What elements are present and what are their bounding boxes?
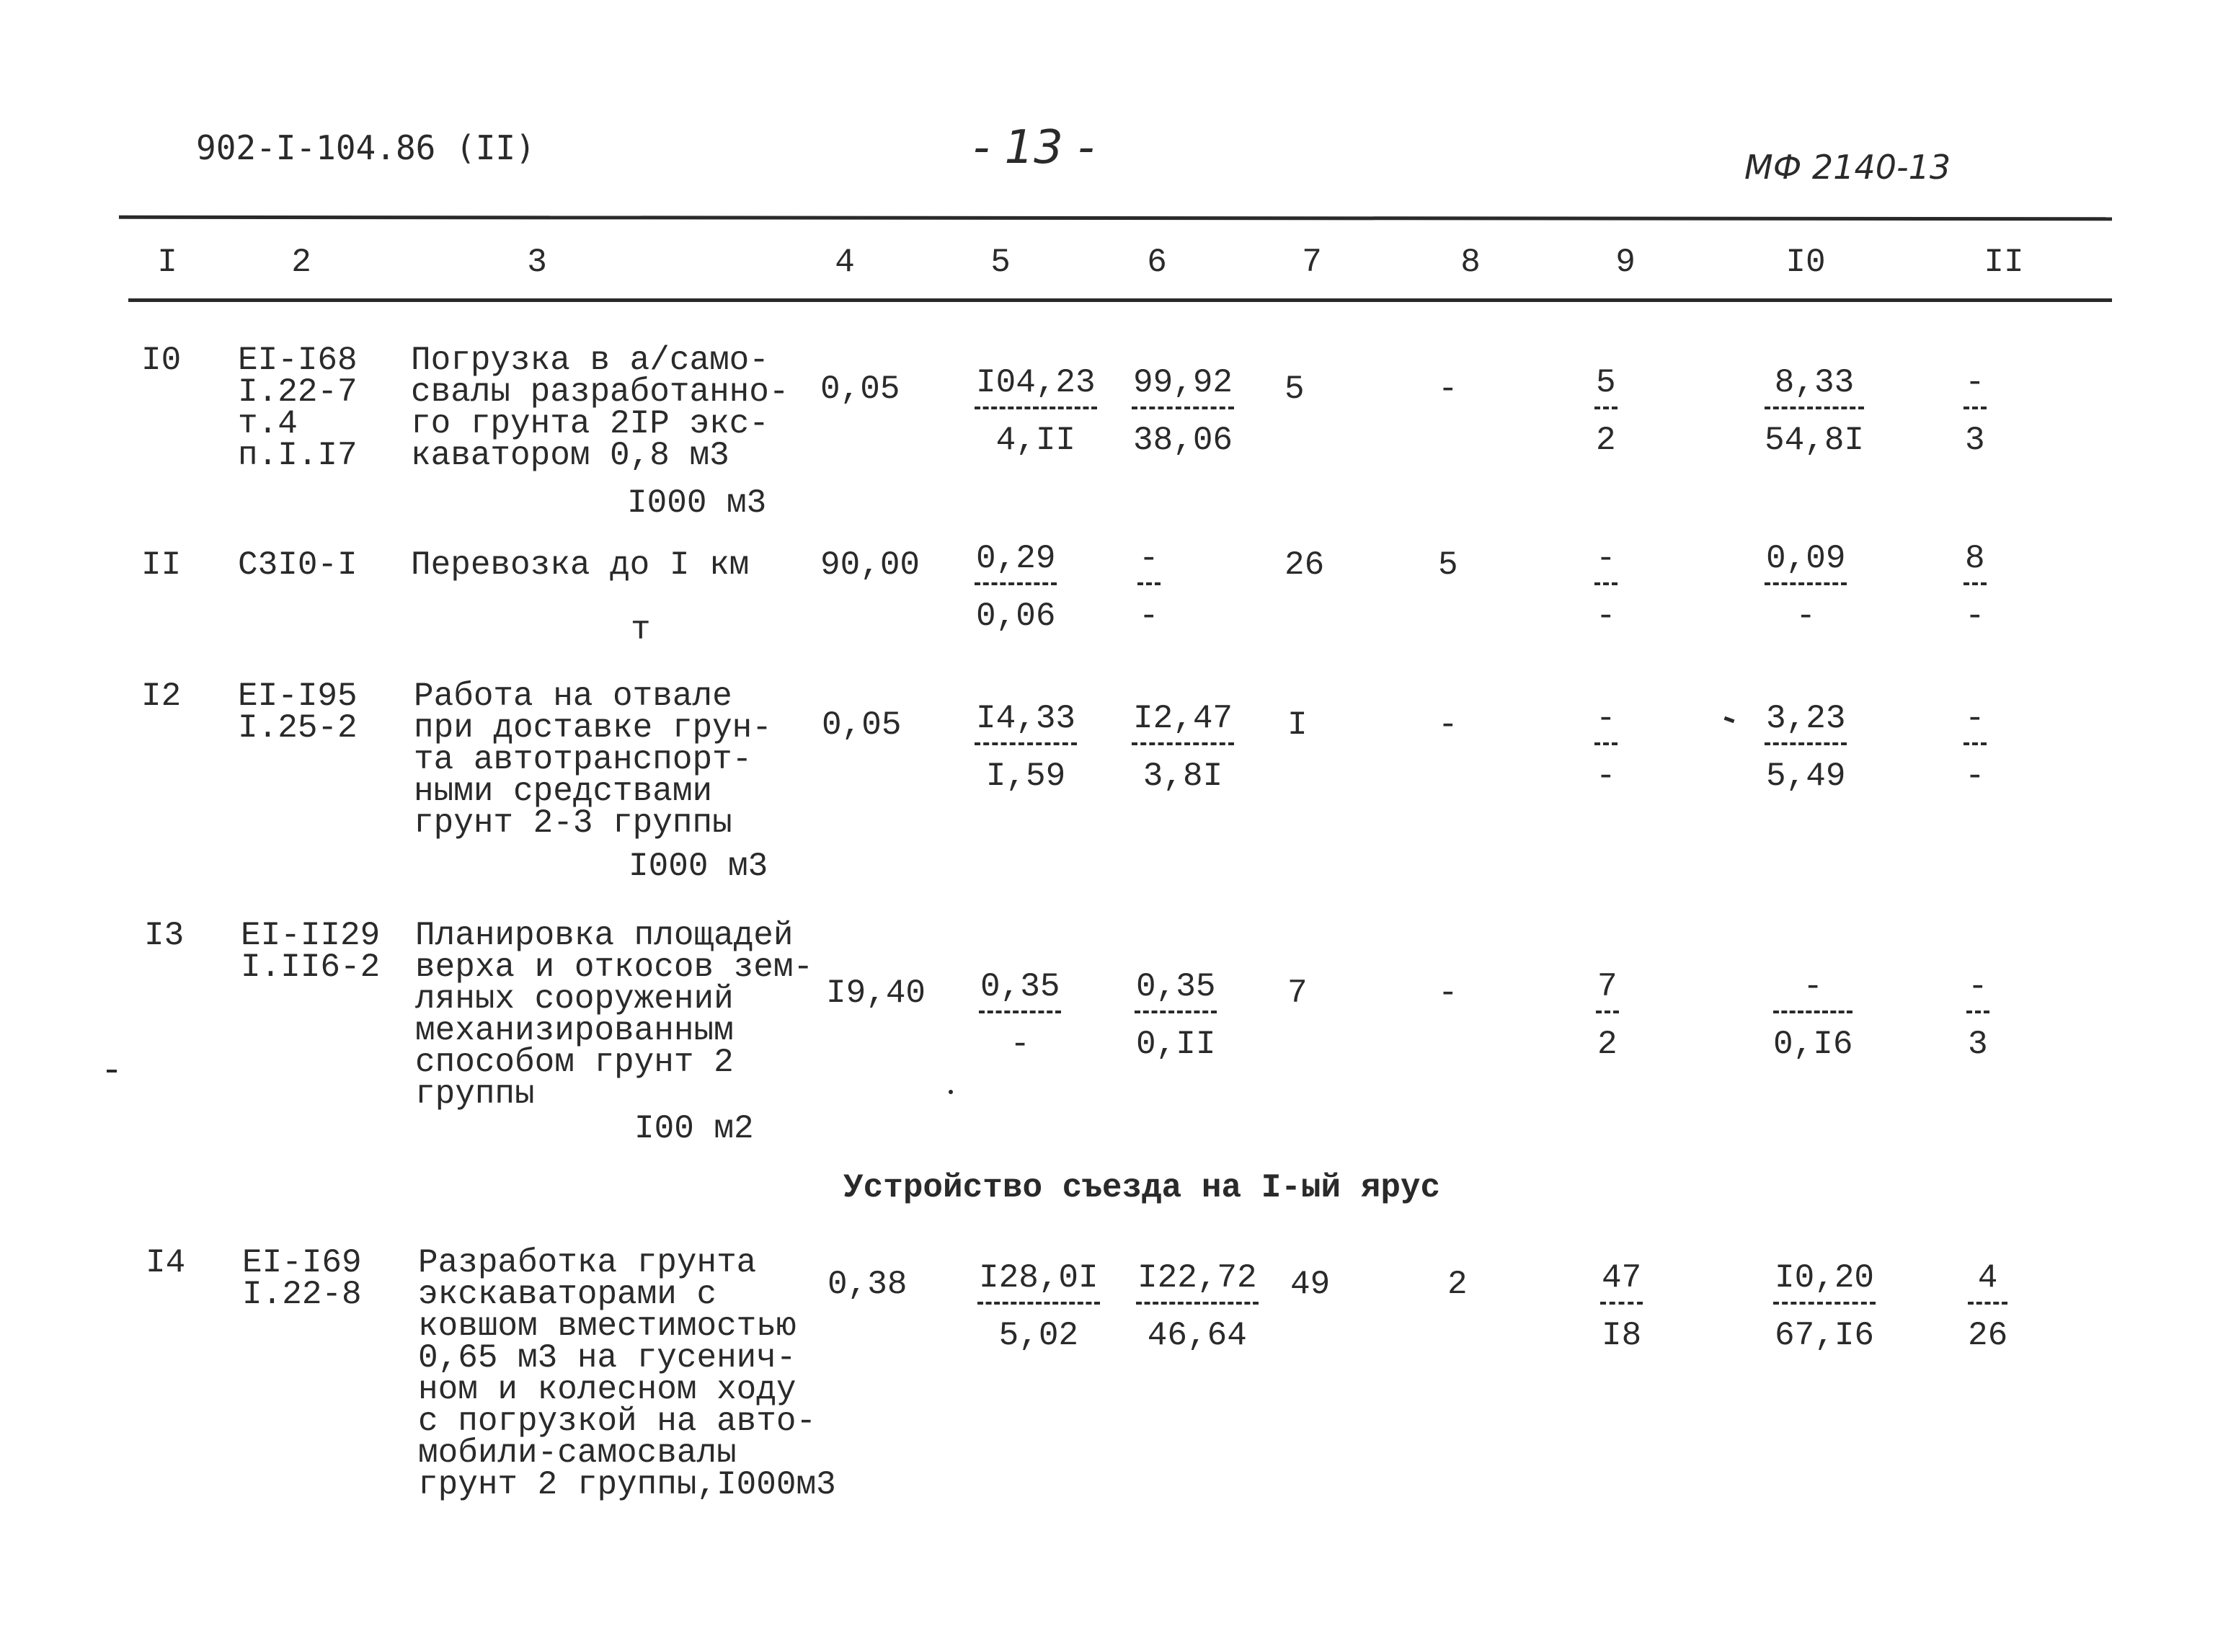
numerator: 0,09 — [1765, 541, 1847, 585]
denominator: - — [1139, 598, 1159, 635]
description-line: ковшом вместимостью — [418, 1307, 797, 1345]
table-top-rule — [119, 216, 2112, 221]
numerator: 4 — [1968, 1260, 2007, 1305]
norm-code-line: I.22-8 — [242, 1276, 362, 1313]
description-line: та автотранспорт- — [414, 741, 753, 778]
description-line: группы — [415, 1075, 535, 1113]
denominator: 0,06 — [976, 598, 1056, 635]
description-line: мобили-самосвалы — [418, 1434, 737, 1472]
unit-of-measure: I000 м3 — [627, 484, 767, 522]
col7-value: I — [1287, 706, 1308, 744]
denominator: 26 — [1968, 1317, 2008, 1354]
denominator: - — [1010, 1026, 1031, 1063]
denominator: - — [1596, 758, 1616, 795]
numerator: 7 — [1596, 969, 1619, 1013]
numerator: - — [1594, 701, 1618, 745]
description-line: ными средствами — [414, 773, 713, 810]
description-line: свалы разработанно- — [411, 373, 789, 411]
page-number: - 13 - — [973, 121, 1095, 174]
quantity: 0,38 — [827, 1266, 908, 1303]
numerator: 47 — [1600, 1260, 1643, 1305]
fraction-col10 — [1765, 701, 1847, 794]
sheet-code: МФ 2140-13 — [1744, 148, 1951, 187]
row-number: I2 — [141, 678, 182, 715]
fraction-col9 — [1594, 365, 1618, 458]
col-header-11: II — [1984, 244, 2024, 281]
denominator: - — [1965, 598, 1985, 635]
description-line: Погрузка в а/само- — [411, 342, 769, 379]
numerator: - — [1966, 969, 1989, 1013]
scan-mark — [949, 1090, 953, 1094]
fraction-col6 — [1132, 701, 1234, 794]
denominator: 0,II — [1136, 1026, 1216, 1063]
denominator: 67,I6 — [1775, 1317, 1875, 1354]
description-line: верха и откосов зем- — [415, 949, 814, 986]
unit-of-measure: т — [631, 611, 651, 649]
col-header-1: I — [157, 244, 177, 281]
numerator: I4,33 — [975, 701, 1077, 745]
denominator: - — [1965, 758, 1985, 795]
numerator: 99,92 — [1132, 365, 1234, 409]
row-number: I4 — [146, 1244, 186, 1282]
fraction-col5 — [977, 1260, 1100, 1354]
fraction-col5 — [975, 701, 1077, 794]
fraction-col5 — [975, 365, 1097, 458]
fraction-col10 — [1773, 1260, 1876, 1354]
denominator: 3 — [1965, 422, 1985, 459]
fraction-col11 — [1964, 365, 1987, 458]
fraction-col11 — [1964, 701, 1987, 794]
work-description — [411, 546, 750, 584]
col-header-8: 8 — [1460, 244, 1481, 281]
description-line: способом грунт 2 — [415, 1044, 734, 1081]
description-line: Перевозка до I км — [411, 546, 750, 584]
quantity: 90,00 — [820, 546, 920, 584]
denominator: 4,II — [995, 422, 1076, 459]
col8-value: 2 — [1447, 1266, 1468, 1303]
col-header-9: 9 — [1615, 244, 1636, 281]
row-number: I0 — [141, 342, 182, 379]
norm-code-line: EI-II29 — [241, 917, 381, 954]
numerator: 0,35 — [979, 969, 1061, 1013]
row-number: II — [141, 546, 182, 584]
norm-code — [242, 1244, 362, 1313]
description-line: грунт 2 группы,I000м3 — [418, 1466, 836, 1504]
numerator: 0,35 — [1135, 969, 1217, 1013]
fraction-col10 — [1773, 969, 1852, 1062]
numerator: I22,72 — [1136, 1260, 1259, 1305]
unit-of-measure: I00 м2 — [634, 1110, 754, 1147]
norm-code — [238, 342, 358, 474]
col-header-5: 5 — [990, 244, 1011, 281]
denominator: 5,49 — [1766, 758, 1846, 795]
col-header-7: 7 — [1302, 244, 1322, 281]
quantity: 0,05 — [822, 706, 902, 744]
document-code: 902-I-104.86 (II) — [196, 128, 536, 167]
fraction-col10 — [1765, 365, 1864, 458]
col8-value: - — [1438, 370, 1458, 408]
denominator: 54,8I — [1765, 422, 1865, 459]
fraction-col9 — [1594, 541, 1618, 634]
unit-of-measure: I000 м3 — [629, 848, 768, 885]
denominator: 2 — [1596, 422, 1616, 459]
numerator: I2,47 — [1132, 701, 1234, 745]
denominator: 0,I6 — [1773, 1026, 1853, 1063]
section-title: Устройство съезда на I-ый ярус — [843, 1169, 1441, 1207]
quantity: 0,05 — [820, 370, 900, 408]
norm-code-line: EI-I95 — [238, 678, 358, 715]
norm-code — [238, 546, 358, 584]
work-description — [411, 342, 789, 474]
numerator: 0,29 — [975, 541, 1057, 585]
fraction-col6 — [1132, 365, 1234, 458]
denominator: - — [1796, 598, 1816, 635]
fraction-col9 — [1596, 969, 1619, 1062]
numerator: 8,33 — [1765, 365, 1864, 409]
fraction-col6 — [1137, 541, 1161, 634]
description-line: при доставке грун- — [414, 709, 772, 747]
description-line: механизированным — [415, 1012, 734, 1049]
fraction-col9 — [1600, 1260, 1643, 1354]
numerator: - — [1594, 541, 1618, 585]
fraction-col11 — [1966, 969, 1989, 1062]
col8-value: - — [1438, 706, 1458, 744]
norm-code-line: EI-I68 — [238, 342, 358, 379]
fraction-col11 — [1968, 1260, 2007, 1354]
norm-code-line: C3I0-I — [238, 546, 358, 584]
description-line: ном и колесном ходу — [418, 1371, 797, 1408]
numerator: 5 — [1594, 365, 1618, 409]
norm-code-line: I.22-7 — [238, 373, 358, 411]
numerator: 3,23 — [1765, 701, 1847, 745]
denominator: 3 — [1968, 1026, 1988, 1063]
fraction-col10 — [1765, 541, 1847, 634]
denominator: I8 — [1602, 1317, 1642, 1354]
col-header-3: 3 — [527, 244, 547, 281]
numerator: I04,23 — [975, 365, 1097, 409]
norm-code-line: т.4 — [238, 405, 298, 443]
fraction-col6 — [1135, 969, 1217, 1062]
numerator: - — [1964, 701, 1987, 745]
fraction-col5 — [975, 541, 1057, 634]
norm-code-line: п.I.I7 — [238, 437, 358, 474]
description-line: экскаваторами с — [418, 1276, 717, 1313]
norm-code — [238, 678, 358, 747]
denominator: 5,02 — [998, 1317, 1079, 1354]
numerator: I28,0I — [977, 1260, 1100, 1305]
fraction-col5 — [979, 969, 1061, 1062]
work-description — [418, 1244, 836, 1504]
col7-value: 7 — [1287, 974, 1308, 1012]
col7-value: 26 — [1284, 546, 1325, 584]
fraction-col9 — [1594, 701, 1618, 794]
col7-value: 49 — [1290, 1266, 1331, 1303]
description-line: грунт 2-3 группы — [414, 804, 732, 842]
scan-mark — [1724, 716, 1735, 723]
norm-code-line: I.25-2 — [238, 709, 358, 747]
col-header-4: 4 — [835, 244, 855, 281]
quantity: I9,40 — [826, 974, 926, 1012]
col-header-10: I0 — [1785, 244, 1826, 281]
denominator: 38,06 — [1133, 422, 1233, 459]
description-line: каватором 0,8 м3 — [411, 437, 729, 474]
denominator: 2 — [1597, 1026, 1618, 1063]
numerator: - — [1137, 541, 1161, 585]
fraction-col11 — [1964, 541, 1987, 634]
description-line: 0,65 м3 на гусенич- — [418, 1339, 797, 1377]
work-description — [415, 917, 814, 1113]
description-line: Работа на отвале — [414, 678, 732, 715]
numerator: - — [1773, 969, 1852, 1013]
col-header-6: 6 — [1147, 244, 1167, 281]
col8-value: 5 — [1438, 546, 1458, 584]
norm-code-line: EI-I69 — [242, 1244, 362, 1282]
norm-code — [241, 917, 381, 986]
row-number: I3 — [144, 917, 185, 954]
denominator: 3,8I — [1142, 758, 1223, 795]
description-line: с погрузкой на авто- — [418, 1403, 817, 1440]
col7-value: 5 — [1284, 370, 1305, 408]
denominator: 46,64 — [1147, 1317, 1247, 1354]
col-header-2: 2 — [291, 244, 311, 281]
col8-value: - — [1438, 974, 1458, 1012]
description-line: Разработка грунта — [418, 1244, 757, 1282]
description-line: Планировка площадей — [415, 917, 794, 954]
work-description — [414, 678, 772, 842]
description-line: ляных сооружений — [415, 980, 734, 1018]
numerator: - — [1964, 365, 1987, 409]
description-line: го грунта 2IР экс- — [411, 405, 769, 443]
numerator: I0,20 — [1773, 1260, 1876, 1305]
scan-mark — [107, 1070, 117, 1073]
fraction-col6 — [1136, 1260, 1259, 1354]
numerator: 8 — [1964, 541, 1987, 585]
denominator: - — [1596, 598, 1616, 635]
denominator: I,59 — [985, 758, 1066, 795]
table-header-rule — [128, 298, 2112, 302]
norm-code-line: I.II6-2 — [241, 949, 381, 986]
